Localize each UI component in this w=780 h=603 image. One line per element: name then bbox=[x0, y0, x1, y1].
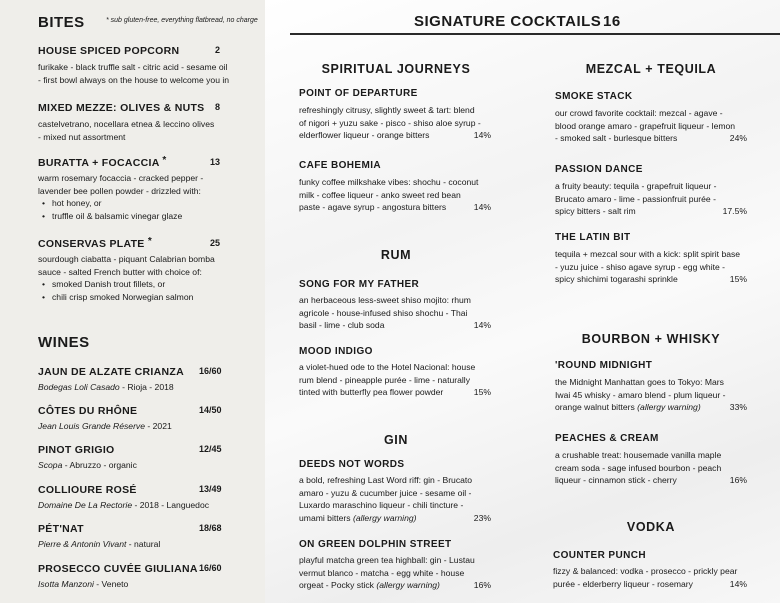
cocktail-name: MOOD INDIGO bbox=[299, 346, 373, 357]
cocktails-title: SIGNATURE COCKTAILS bbox=[414, 13, 602, 30]
category-title: MEZCAL + TEQUILA bbox=[585, 62, 717, 76]
bite-name: HOUSE SPICED POPCORN bbox=[38, 45, 180, 57]
desc-line: refreshingly citrusy, slightly sweet & tart: blend bbox=[299, 105, 475, 115]
cocktail-name: DEEDS NOT WORDS bbox=[299, 459, 405, 470]
cocktail-desc bbox=[299, 554, 491, 592]
cocktail-name: PASSION DANCE bbox=[555, 164, 643, 175]
wine-name: COLLIOURE ROSÉ bbox=[38, 484, 137, 496]
desc-line: vermut blanco - matcha - egg white - house bbox=[299, 567, 465, 578]
category-title: BOURBON + WHISKY bbox=[581, 332, 721, 346]
bite-price: 2 bbox=[215, 45, 221, 55]
desc-line: sourdough ciabatta - piquant Calabrian bomba bbox=[38, 254, 215, 264]
wine-region: - 2018 - Languedoc bbox=[132, 500, 210, 510]
wine-producer: Jean Louis Grande Réserve bbox=[38, 421, 146, 431]
desc-line-text: tinted with butterfly pea flower powder bbox=[299, 387, 444, 397]
desc-line-text: paste - agave syrup - angostura bitters bbox=[299, 202, 447, 212]
category-title: SPIRITUAL JOURNEYS bbox=[321, 62, 471, 76]
desc-line bbox=[555, 273, 747, 286]
desc-line: Brucato amaro - lime - passionfruit purée - bbox=[555, 193, 716, 204]
desc-line: Luxardo maraschino liqueur - chili tincture - bbox=[299, 500, 464, 510]
bite-price: 25 bbox=[210, 238, 221, 248]
desc-line: - first bowl always on the house to welcome you in bbox=[38, 74, 230, 85]
desc-line: rum blend - pineapple purée - lime - naturally bbox=[299, 374, 471, 385]
bite-price: 8 bbox=[215, 102, 221, 112]
cocktail-desc bbox=[555, 180, 747, 218]
wine-region: - Veneto bbox=[93, 579, 129, 589]
option-bullet: • smoked Danish trout fillets, or bbox=[38, 278, 263, 291]
cocktail-desc bbox=[299, 176, 491, 214]
desc-line: our crowd favorite cocktail: mezcal - agave - bbox=[555, 108, 723, 118]
desc-line bbox=[555, 205, 747, 218]
wine-detail bbox=[38, 578, 128, 590]
abv: 14% bbox=[473, 202, 491, 212]
desc-line: warm rosemary focaccia - cracked pepper - bbox=[38, 173, 204, 183]
gluten-free-star: * bbox=[162, 155, 167, 166]
cocktail-desc bbox=[553, 565, 747, 590]
wine-producer: Domaine De La Rectorie bbox=[38, 500, 133, 510]
wine-name: CÔTES DU RHÔNE bbox=[38, 405, 138, 417]
desc-line bbox=[299, 579, 491, 592]
bite-name-text: CONSERVAS PLATE bbox=[38, 238, 145, 250]
bite-desc bbox=[38, 172, 263, 222]
desc-line-text: liqueur - cinnamon stick - cherry bbox=[555, 475, 677, 485]
wine-producer: Bodegas Loli Casado bbox=[38, 382, 120, 392]
cocktail-name: COUNTER PUNCH bbox=[553, 550, 646, 561]
wine-detail bbox=[38, 381, 174, 393]
allergy-warning: (allergy warning) bbox=[637, 402, 701, 412]
desc-line: tequila + mezcal sour with a kick: split spirit base bbox=[555, 249, 741, 259]
desc-line: amaro - yuzu & cucumber juice - sesame oil - bbox=[299, 487, 472, 498]
desc-line: an herbaceous less-sweet shiso mojito: rhum bbox=[299, 295, 471, 305]
cocktails-price: 16 bbox=[603, 13, 621, 30]
desc-line bbox=[555, 132, 747, 145]
desc-line-text: spicy bitters - salt rim bbox=[555, 206, 636, 216]
cocktail-name: ON GREEN DOLPHIN STREET bbox=[299, 539, 452, 550]
wine-name: PROSECCO CUVÉE GIULIANA bbox=[38, 563, 198, 575]
cocktail-desc bbox=[299, 361, 491, 399]
abv: 23% bbox=[473, 512, 491, 523]
desc-line: milk - coffee liqueur - anko sweet red bean bbox=[299, 189, 461, 200]
cocktail-desc bbox=[299, 474, 491, 524]
desc-line: agricole - house-infused shiso shochu - Thai bbox=[299, 307, 468, 318]
cocktail-desc bbox=[555, 107, 747, 145]
cocktail-desc bbox=[299, 104, 491, 142]
gluten-free-star: * bbox=[147, 236, 153, 247]
desc-line: a crushable treat: housemade vanilla maple bbox=[555, 450, 722, 460]
bite-desc bbox=[38, 253, 263, 303]
desc-line-text: orange walnut bitters bbox=[555, 402, 635, 412]
wine-detail bbox=[38, 459, 137, 471]
wine-region: - Abruzzo - organic bbox=[62, 460, 137, 470]
wine-price: 16/60 bbox=[199, 563, 222, 573]
bites-note: * sub gluten-free, everything flatbread, no charge bbox=[106, 17, 258, 24]
desc-line: of nigori + yuzu sake - pisco - shiso aloe syrup - bbox=[299, 117, 481, 128]
desc-line: the Midnight Manhattan goes to Tokyo: Mars bbox=[555, 377, 724, 387]
bite-name bbox=[38, 238, 152, 250]
abv: 17.5% bbox=[722, 206, 747, 216]
wine-producer: Scopa bbox=[38, 460, 63, 470]
wine-producer: Isotta Manzoni bbox=[38, 579, 94, 589]
category-title: RUM bbox=[380, 248, 412, 262]
desc-line-text: spicy shichimi togarashi sprinkle bbox=[555, 274, 678, 284]
cocktail-name: POINT OF DEPARTURE bbox=[299, 88, 418, 99]
desc-line bbox=[299, 201, 491, 214]
desc-line: funky coffee milkshake vibes: shochu - coconut bbox=[299, 177, 479, 187]
desc-line-text: - smoked salt - burlesque bitters bbox=[555, 133, 678, 143]
desc-line: a fruity beauty: tequila - grapefruit liqueur - bbox=[555, 181, 717, 191]
allergy-warning: (allergy warning) bbox=[352, 512, 417, 523]
option-bullet: • hot honey, or bbox=[38, 197, 263, 210]
cocktail-name: CAFE BOHEMIA bbox=[299, 160, 382, 171]
desc-line bbox=[555, 401, 747, 414]
cocktail-name: PEACHES & CREAM bbox=[555, 433, 659, 444]
desc-line bbox=[299, 386, 491, 399]
desc-line bbox=[555, 474, 747, 487]
abv: 14% bbox=[729, 578, 747, 589]
desc-line: a bold, refreshing Last Word riff: gin - Brucato bbox=[299, 475, 473, 485]
wine-producer: Pierre & Antonin Vivant bbox=[38, 539, 127, 549]
bite-price: 13 bbox=[210, 157, 221, 167]
option-bullet: • chili crisp smoked Norwegian salmon bbox=[38, 291, 263, 304]
bite-desc bbox=[38, 118, 263, 143]
desc-line bbox=[299, 129, 491, 142]
abv: 15% bbox=[729, 274, 747, 284]
bite-name: MIXED MEZZE: OLIVES & NUTS bbox=[38, 102, 205, 114]
wine-price: 13/49 bbox=[199, 484, 222, 494]
abv: 24% bbox=[729, 133, 747, 143]
desc-line: - yuzu juice - shiso agave syrup - egg white - bbox=[555, 261, 726, 272]
header-divider bbox=[290, 33, 780, 35]
desc-line-text: elderflower liqueur - orange bitters bbox=[299, 130, 430, 140]
cocktail-name: THE LATIN BIT bbox=[555, 232, 631, 243]
cocktail-name: SMOKE STACK bbox=[555, 91, 633, 102]
abv: 33% bbox=[729, 402, 747, 412]
cocktail-desc bbox=[555, 376, 747, 414]
category-title: VODKA bbox=[626, 520, 676, 534]
wine-name: JAUN DE ALZATE CRIANZA bbox=[38, 366, 185, 378]
desc-line-text: umami bitters bbox=[299, 512, 351, 523]
wine-region: - natural bbox=[126, 539, 161, 549]
desc-line bbox=[299, 319, 491, 332]
wine-detail bbox=[38, 499, 209, 511]
desc-line-text: orgeat - Pocky stick bbox=[299, 580, 374, 590]
desc-line: furikake - black truffle salt - citric acid - sesame oil bbox=[38, 62, 228, 72]
wine-price: 18/68 bbox=[199, 523, 222, 533]
desc-line: fizzy & balanced: vodka - prosecco - prickly pear bbox=[553, 566, 738, 576]
desc-line: sauce - salted French butter with choice of: bbox=[38, 266, 202, 277]
desc-line: castelvetrano, nocellara etnea & leccino olives bbox=[38, 119, 215, 129]
bite-desc bbox=[38, 61, 263, 86]
wine-name: PÉT'NAT bbox=[38, 523, 84, 535]
desc-line: playful matcha green tea highball: gin - Lustau bbox=[299, 555, 475, 565]
desc-line: blood orange amaro - grapefruit liqueur - lemon bbox=[555, 120, 736, 131]
wine-region: - 2021 bbox=[145, 421, 172, 431]
abv: 16% bbox=[473, 580, 491, 590]
wine-price: 16/60 bbox=[199, 366, 222, 376]
desc-line bbox=[553, 578, 747, 591]
category-title: GIN bbox=[383, 433, 409, 447]
cocktail-desc bbox=[555, 449, 747, 487]
cocktail-name: SONG FOR MY FATHER bbox=[299, 279, 420, 290]
wine-price: 12/45 bbox=[199, 444, 222, 454]
desc-line: a violet-hued ode to the Hotel Nacional: house bbox=[299, 362, 476, 372]
option-bullet: • truffle oil & balsamic vinegar glaze bbox=[38, 210, 263, 223]
cocktail-name: 'ROUND MIDNIGHT bbox=[555, 360, 653, 371]
abv: 14% bbox=[473, 130, 491, 140]
abv: 14% bbox=[473, 320, 491, 330]
allergy-warning: (allergy warning) bbox=[376, 580, 440, 590]
cocktail-desc bbox=[299, 294, 491, 332]
desc-line: lavender bee pollen powder - drizzled with: bbox=[38, 185, 201, 196]
wine-price: 14/50 bbox=[199, 405, 222, 415]
desc-line: Iwai 45 whisky - amaro blend - plum liqueur - bbox=[555, 389, 726, 400]
wine-name: PINOT GRIGIO bbox=[38, 444, 115, 456]
desc-line bbox=[299, 512, 491, 525]
desc-line: cream soda - sage infused bourbon - peach bbox=[555, 462, 722, 473]
abv: 15% bbox=[473, 387, 491, 397]
bite-name bbox=[38, 157, 167, 169]
abv: 16% bbox=[729, 475, 747, 485]
wine-detail bbox=[38, 538, 160, 550]
bites-title: BITES bbox=[38, 14, 85, 31]
wine-region: - Rioja - 2018 bbox=[119, 382, 174, 392]
cocktail-desc bbox=[555, 248, 747, 286]
wine-detail bbox=[38, 420, 172, 432]
bite-name-text: BURATTA + FOCACCIA bbox=[38, 157, 160, 169]
wines-title: WINES bbox=[38, 334, 90, 351]
desc-line-text: basil - lime - club soda bbox=[299, 320, 385, 330]
desc-line: - mixed nut assortment bbox=[38, 131, 126, 142]
desc-line-text: purée - elderberry liqueur - rosemary bbox=[553, 578, 693, 589]
